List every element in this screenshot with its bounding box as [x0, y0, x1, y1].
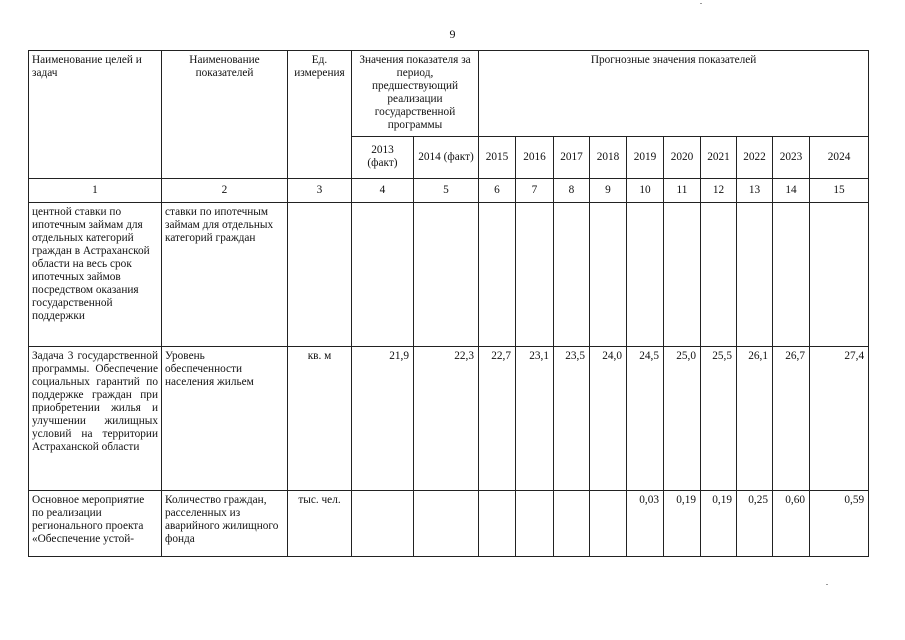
header-indicators: Наименование показателей [162, 51, 288, 179]
column-number: 3 [288, 178, 352, 202]
column-number: 9 [590, 178, 627, 202]
value-cell: 27,4 [810, 346, 869, 490]
scan-speck [700, 3, 702, 4]
year-cell: 2013 (факт) [352, 136, 414, 178]
column-number-row [29, 178, 869, 202]
value-cell [516, 490, 554, 556]
column-number: 1 [29, 178, 162, 202]
column-number: 15 [810, 178, 869, 202]
year-cell: 2016 [516, 136, 554, 178]
value-cell: 24,0 [590, 346, 627, 490]
value-cell [352, 490, 414, 556]
value-cell: 0,19 [664, 490, 701, 556]
value-cell: 0,19 [701, 490, 737, 556]
unit-cell [288, 202, 352, 346]
table-row [29, 346, 869, 490]
value-cell [414, 490, 479, 556]
value-cell: 26,1 [737, 346, 773, 490]
column-number: 12 [701, 178, 737, 202]
header-unit: Ед. измерения [288, 51, 352, 179]
value-cell [664, 202, 701, 346]
column-number: 5 [414, 178, 479, 202]
value-cell [554, 202, 590, 346]
header-row [29, 51, 869, 137]
year-cell: 2017 [554, 136, 590, 178]
value-cell: 0,59 [810, 490, 869, 556]
goal-cell: Основное мероприятие по реализации регионального проекта «Обеспечение устой- [29, 490, 162, 556]
value-cell [414, 202, 479, 346]
year-cell: 2018 [590, 136, 627, 178]
column-number: 10 [627, 178, 664, 202]
year-cell: 2015 [479, 136, 516, 178]
value-cell [554, 490, 590, 556]
value-cell: 25,0 [664, 346, 701, 490]
table-row [29, 490, 869, 556]
year-cell: 2024 [810, 136, 869, 178]
year-cell: 2020 [664, 136, 701, 178]
value-cell [701, 202, 737, 346]
header-goals: Наименование целей и задач [29, 51, 162, 179]
value-cell [479, 490, 516, 556]
column-number: 2 [162, 178, 288, 202]
column-number: 7 [516, 178, 554, 202]
value-cell: 0,03 [627, 490, 664, 556]
year-cell: 2022 [737, 136, 773, 178]
value-cell: 0,25 [737, 490, 773, 556]
year-cell: 2019 [627, 136, 664, 178]
column-number: 13 [737, 178, 773, 202]
indicator-cell: Количество граждан, расселенных из аварийного жилищного фонда [162, 490, 288, 556]
unit-cell: кв. м [288, 346, 352, 490]
page-number: 9 [449, 27, 456, 41]
year-cell: 2021 [701, 136, 737, 178]
goal-cell: Задача 3 государственной программы. Обеспечение социальных гарантий по поддержке граждан при приобретении жилья и улучшении жилищных условий на территории Астраханской области [29, 346, 162, 490]
header-prior-period: Значения показателя за период, предшествующий реализации государственной программы [352, 51, 479, 137]
value-cell: 22,7 [479, 346, 516, 490]
scan-speck [826, 584, 828, 585]
value-cell [590, 490, 627, 556]
value-cell: 23,5 [554, 346, 590, 490]
column-number: 11 [664, 178, 701, 202]
value-cell [627, 202, 664, 346]
value-cell [352, 202, 414, 346]
year-cell: 2023 [773, 136, 810, 178]
value-cell: 22,3 [414, 346, 479, 490]
value-cell [479, 202, 516, 346]
year-cell: 2014 (факт) [414, 136, 479, 178]
value-cell [810, 202, 869, 346]
value-cell [590, 202, 627, 346]
indicators-table [28, 50, 869, 557]
value-cell: 26,7 [773, 346, 810, 490]
table-row [29, 202, 869, 346]
value-cell: 23,1 [516, 346, 554, 490]
column-number: 8 [554, 178, 590, 202]
header-forecast: Прогнозные значения показателей [479, 51, 869, 137]
goal-cell: центной ставки по ипотечным займам для отдельных категорий граждан в Астраханской области на весь срок ипотечных займов посредством оказания государственной поддержки [29, 202, 162, 346]
unit-cell: тыс. чел. [288, 490, 352, 556]
indicator-cell: Уровень обеспеченности населения жильем [162, 346, 288, 490]
column-number: 14 [773, 178, 810, 202]
column-number: 6 [479, 178, 516, 202]
value-cell: 0,60 [773, 490, 810, 556]
indicator-cell: ставки по ипотечным займам для отдельных категорий граждан [162, 202, 288, 346]
value-cell [516, 202, 554, 346]
value-cell: 25,5 [701, 346, 737, 490]
column-number: 4 [352, 178, 414, 202]
value-cell: 24,5 [627, 346, 664, 490]
value-cell: 21,9 [352, 346, 414, 490]
value-cell [773, 202, 810, 346]
value-cell [737, 202, 773, 346]
